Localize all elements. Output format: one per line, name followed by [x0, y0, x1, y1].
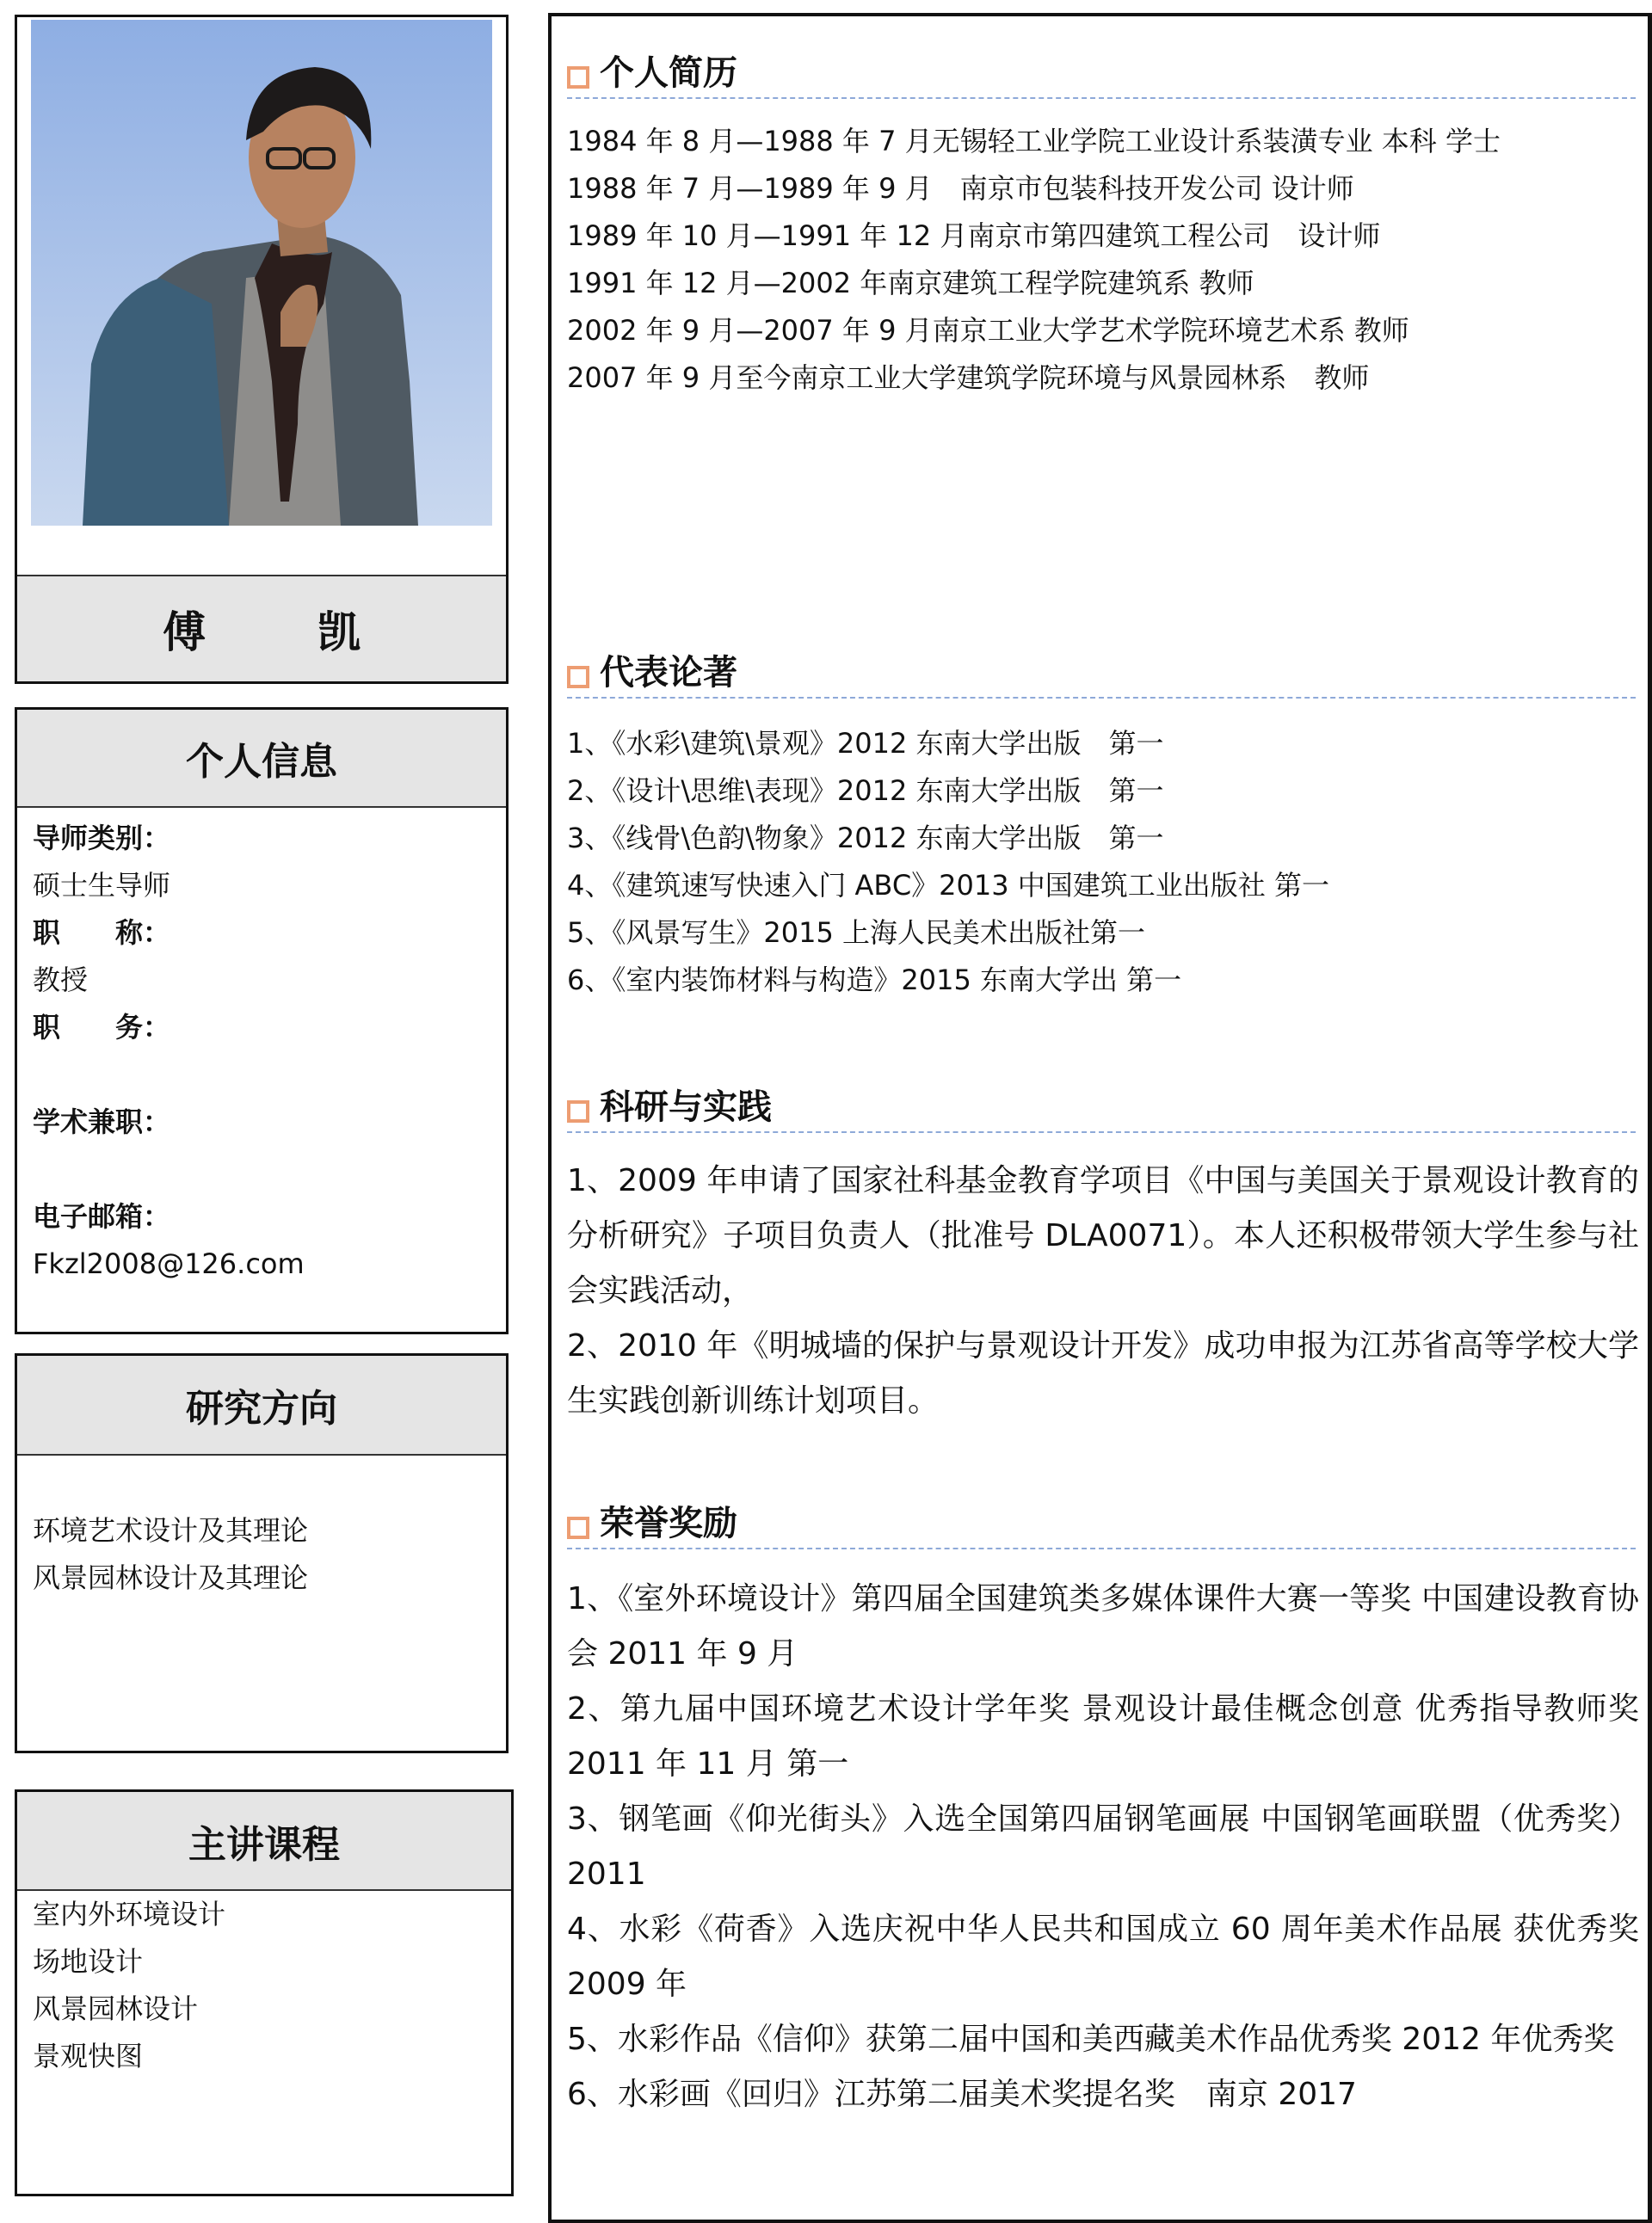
research-direction-item: 风景园林设计及其理论: [33, 1561, 309, 1594]
info-value[interactable]: Fkzl2008@126.com: [33, 1247, 305, 1280]
resume-item: 1991 年 12 月—2002 年南京建筑工程学院建筑系 教师: [567, 267, 1254, 299]
research-direction-list: [17, 1456, 506, 1602]
profile-card: [15, 15, 509, 684]
square-bullet-icon: [567, 66, 589, 89]
resume-item: 2007 年 9 月至今南京工业大学建筑学院环境与风景园林系 教师: [567, 361, 1370, 394]
info-value: 教授: [33, 964, 89, 996]
main-content: [548, 13, 1652, 2223]
info-label: 职 务：: [33, 1011, 171, 1044]
research-direction-item: 环境艺术设计及其理论: [33, 1514, 309, 1547]
course-item: 景观快图: [33, 2040, 144, 2072]
publications-title: 代表论著: [600, 653, 737, 693]
info-row: [33, 909, 490, 957]
course-item: 风景园林设计: [33, 1992, 199, 2025]
resume-item: 1984 年 8 月—1988 年 7 月无锡轻工业学院工业设计系装潢专业 本科 学士: [567, 125, 1501, 157]
info-row: [33, 1051, 490, 1099]
resume-list: [567, 118, 1639, 402]
square-bullet-icon: [567, 666, 589, 688]
personal-info-card: [15, 707, 509, 1334]
publications-section-title: [567, 649, 1636, 699]
publication-item: 4、《建筑速写快速入门 ABC》2013 中国建筑工业出版社 第一: [567, 869, 1329, 902]
research-practice-title: 科研与实践: [600, 1087, 772, 1127]
info-row: [33, 862, 490, 909]
research-direction-card: [15, 1353, 509, 1753]
info-label: 职 称：: [33, 916, 171, 949]
publication-item: 6、《室内装饰材料与构造》2015 东南大学出 第一: [567, 964, 1182, 996]
info-row: [33, 957, 490, 1004]
research-practice-section-title: [567, 1083, 1636, 1133]
publication-item: 5、《风景写生》2015 上海人民美术出版社第一: [567, 916, 1145, 949]
course-item: 室内外环境设计: [33, 1898, 226, 1931]
research-practice-item: 1、2009 年申请了国家社科基金教育学项目《中国与美国关于景观设计教育的分析研究》子项目负责人（批准号 DLA0071）。本人还积极带领大学生参与社会实践活动，: [567, 1163, 1639, 1309]
resume-title: 个人简历: [600, 53, 737, 93]
honors-title: 荣誉奖励: [600, 1504, 737, 1543]
research-practice-item: 2、2010 年《明城墙的保护与景观设计开发》成功申报为江苏省高等学校大学生实践创新训练计划项目。: [567, 1328, 1639, 1419]
honors-list: [567, 1572, 1639, 2122]
info-label: 导师类别：: [33, 822, 171, 854]
info-row: [33, 1193, 490, 1241]
honors-section-title: [567, 1499, 1636, 1549]
info-row: [33, 1146, 490, 1193]
honor-item: 3、钢笔画《仰光街头》入选全国第四届钢笔画展 中国钢笔画联盟（优秀奖）2011: [567, 1801, 1639, 1892]
courses-header: 主讲课程: [17, 1792, 511, 1891]
person-name: 傅 凯: [17, 575, 506, 681]
publications-list: [567, 720, 1639, 1004]
portrait-photo: [31, 20, 492, 526]
info-row: [33, 1004, 490, 1051]
honor-item: 4、水彩《荷香》入选庆祝中华人民共和国成立 60 周年美术作品展 获优秀奖 2009 年: [567, 1912, 1639, 2002]
info-label: 电子邮箱：: [33, 1200, 171, 1233]
publication-item: 1、《水彩\建筑\景观》2012 东南大学出版 第一: [567, 727, 1164, 760]
info-row: [33, 1099, 490, 1146]
honor-item: 2、第九届中国环境艺术设计学年奖 景观设计最佳概念创意 优秀指导教师奖 2011 年 11 月 第一: [567, 1691, 1639, 1782]
info-value: 硕士生导师: [33, 869, 171, 902]
resume-item: 1989 年 10 月—1991 年 12 月南京市第四建筑工程公司 设计师: [567, 219, 1381, 252]
info-row: [33, 1241, 490, 1288]
research-direction-header: 研究方向: [17, 1356, 506, 1456]
honor-item: 6、水彩画《回归》江苏第二届美术奖提名奖 南京 2017: [567, 2077, 1357, 2112]
publication-item: 2、《设计\思维\表现》2012 东南大学出版 第一: [567, 774, 1164, 807]
honor-item: 1、《室外环境设计》第四届全国建筑类多媒体课件大赛一等奖 中国建设教育协会 2011 年 9 月: [567, 1581, 1639, 1672]
personal-info-header: 个人信息: [17, 710, 506, 808]
square-bullet-icon: [567, 1517, 589, 1539]
course-item: 场地设计: [33, 1945, 144, 1978]
square-bullet-icon: [567, 1100, 589, 1123]
info-label: 学术兼职：: [33, 1105, 171, 1138]
courses-card: [15, 1789, 514, 2196]
resume-item: 1988 年 7 月—1989 年 9 月 南京市包装科技开发公司 设计师: [567, 172, 1354, 205]
resume-item: 2002 年 9 月—2007 年 9 月南京工业大学艺术学院环境艺术系 教师: [567, 314, 1409, 347]
courses-list: [17, 1891, 511, 2080]
publication-item: 3、《线骨\色韵\物象》2012 东南大学出版 第一: [567, 822, 1164, 854]
research-practice-list: [567, 1154, 1639, 1429]
resume-section-title: [567, 49, 1636, 99]
honor-item: 5、水彩作品《信仰》获第二届中国和美西藏美术作品优秀奖 2012 年优秀奖: [567, 2022, 1615, 2057]
personal-info-body: [17, 808, 506, 1295]
info-row: [33, 815, 490, 862]
